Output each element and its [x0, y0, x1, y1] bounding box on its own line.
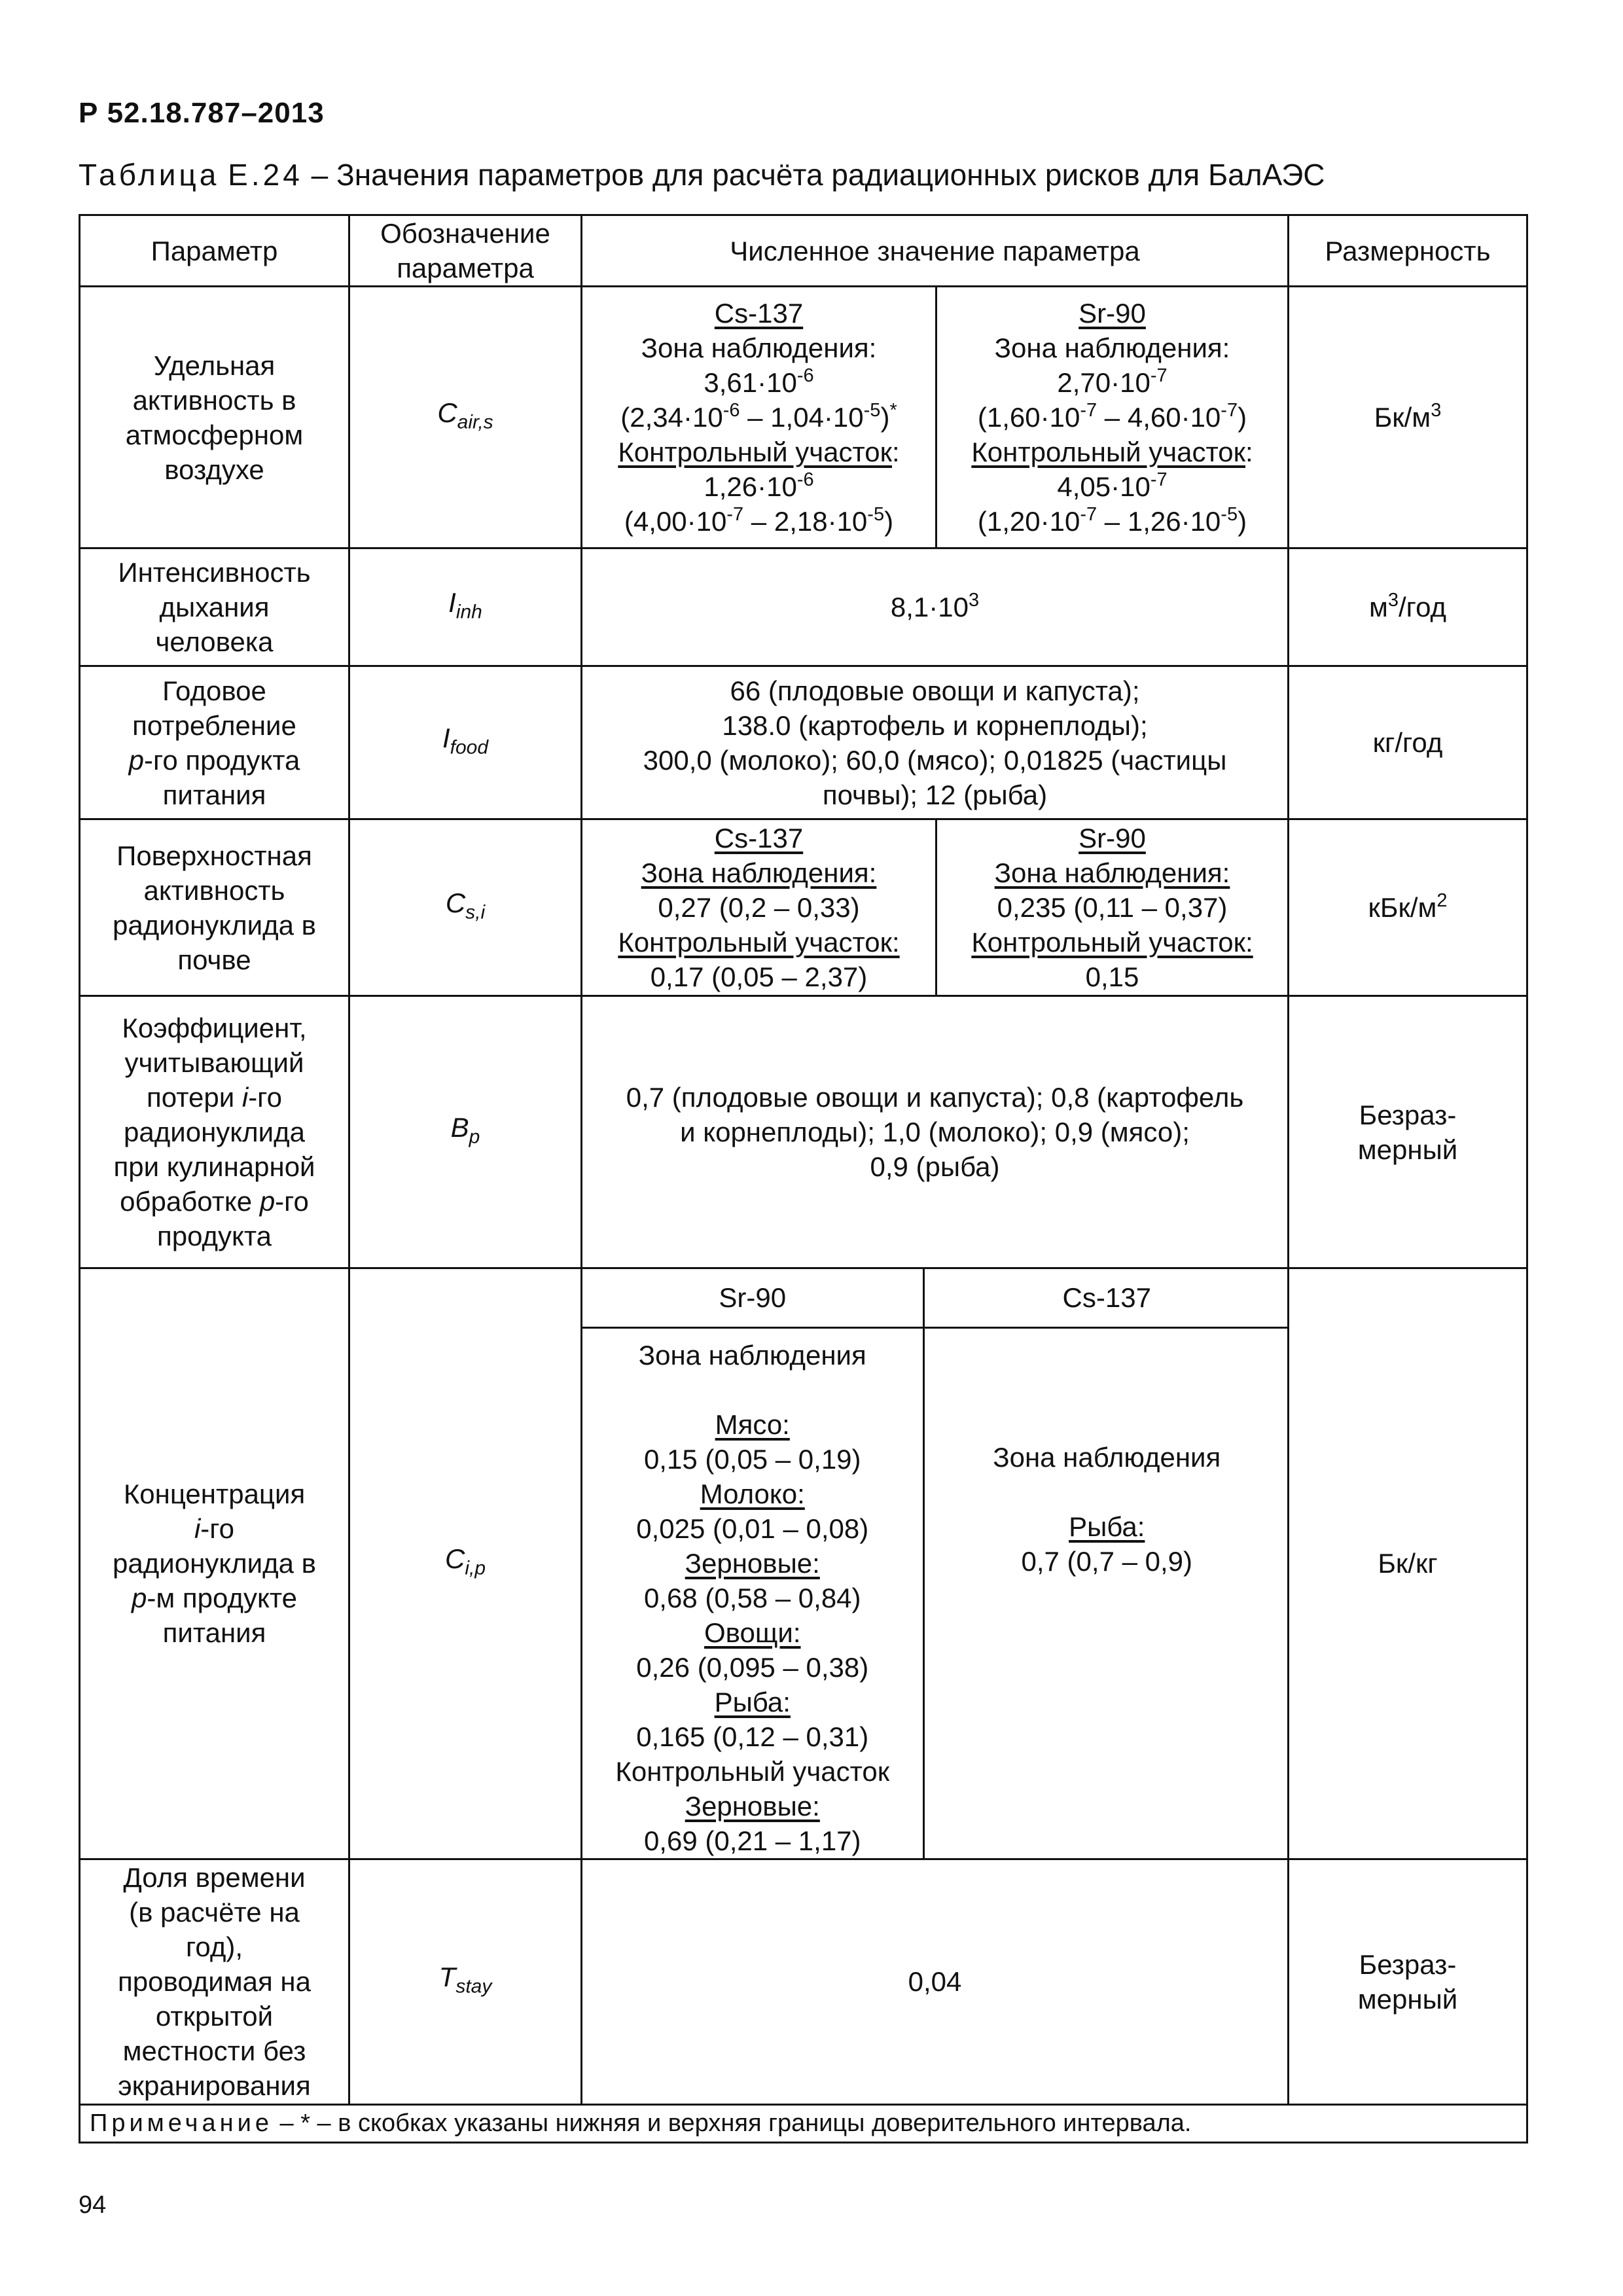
symbol-letter: C: [444, 1543, 465, 1575]
control-value: 0,17 (0,05 – 2,37): [650, 961, 868, 992]
symbol-letter: C: [445, 887, 466, 918]
value-air-sr90: [936, 287, 1289, 548]
bracket: ): [884, 506, 894, 537]
number: – 1,26·10: [1097, 506, 1221, 537]
conc-header-sr90: Sr-90: [582, 1269, 923, 1327]
value-loss: [582, 996, 1289, 1268]
param-name-soil: [80, 819, 349, 996]
param-symbol-conc: [349, 1268, 582, 1859]
nuclide-label: Cs-137: [714, 823, 804, 853]
header-unit: Размерность: [1289, 215, 1527, 287]
unit-line: мерный: [1357, 1983, 1458, 2015]
text: -го: [200, 1513, 235, 1545]
param-name-loss: [80, 996, 349, 1268]
index-letter: р: [132, 1583, 147, 1614]
caption-number: Е.24: [228, 158, 303, 192]
conc-values-row: [582, 1327, 1289, 1858]
exponent: -7: [726, 504, 744, 525]
param-name-inhale: [80, 548, 349, 666]
page-number: 94: [79, 2191, 107, 2219]
param-name-line: Поверхностная: [116, 840, 312, 871]
exponent: -7: [1080, 400, 1097, 421]
number: (4,00·10: [624, 506, 727, 537]
conc-values-cs137: [923, 1327, 1289, 1858]
param-symbol-inhale: [349, 548, 582, 666]
text: -го: [248, 1082, 282, 1113]
unit-soil: [1289, 819, 1527, 996]
zone-value: 0,27 (0,2 – 0,33): [658, 892, 860, 923]
symbol-subscript: air,s: [457, 411, 493, 433]
param-name-line: проводимая на: [118, 1966, 311, 1997]
exponent: 3: [1431, 400, 1442, 421]
param-name-line: [86, 743, 343, 778]
param-name-line: активность: [143, 874, 285, 906]
control-label: Контрольный участок: [615, 1755, 890, 1787]
unit-text: Бк/м: [1374, 402, 1431, 433]
control-label: Контрольный участок:: [618, 437, 900, 467]
param-name-line: почве: [177, 944, 251, 975]
exponent: -6: [796, 469, 814, 490]
caption-text: – Значения параметров для расчёта радиационных рисков для БалАЭС: [311, 158, 1325, 192]
table-row-food-concentration: [80, 1268, 1527, 1859]
spacer: [582, 1372, 923, 1407]
param-name-line: воздухе: [164, 454, 264, 485]
exponent: -6: [796, 365, 814, 386]
product-label: Мясо:: [715, 1408, 790, 1440]
number: (1,60·10: [977, 402, 1080, 433]
product-value: 0,68 (0,58 – 0,84): [643, 1582, 861, 1613]
param-name-line: Удельная: [153, 350, 276, 381]
index-letter: р: [259, 1186, 276, 1217]
number: 3,61·10: [704, 367, 797, 398]
text: обработке: [120, 1186, 260, 1217]
exponent: 2: [1436, 890, 1448, 911]
zone-label: Зона наблюдения:: [641, 857, 877, 888]
index-letter: р: [128, 744, 144, 776]
control-text: Контрольный участок: [971, 437, 1246, 467]
exponent: -7: [1221, 400, 1238, 421]
value-soil-sr90: [936, 819, 1289, 996]
control-text: Контрольный участок: [618, 437, 892, 467]
text: -го: [275, 1186, 309, 1217]
product-value: 0,025 (0,01 – 0,08): [636, 1513, 869, 1544]
symbol-subscript: i,p: [465, 1557, 486, 1579]
control-value: [588, 469, 930, 504]
value-inhale: [582, 548, 1289, 666]
symbol-subscript: p: [469, 1126, 480, 1148]
param-name-food: [80, 666, 349, 819]
unit-conc: Бк/кг: [1289, 1268, 1527, 1859]
param-name-line: радионуклида в: [113, 909, 316, 941]
index-letter: i: [194, 1513, 201, 1545]
number: (1,20·10: [977, 506, 1080, 537]
value-line: 0,7 (плодовые овощи и капуста); 0,8 (картофель: [626, 1082, 1244, 1113]
unit-stay: [1289, 1859, 1527, 2104]
param-name-line: Доля времени: [123, 1862, 306, 1893]
symbol-subscript: inh: [455, 601, 482, 623]
bracket: ): [880, 402, 890, 433]
number: – 2,18·10: [743, 506, 868, 537]
param-name-line: Годовое: [162, 675, 266, 706]
param-name-line: человека: [155, 626, 274, 657]
symbol-subscript: s,i: [465, 901, 486, 924]
table-row-food-consumption: [80, 666, 1527, 819]
zone-label: Зона наблюдения:: [994, 332, 1230, 363]
unit-text: м: [1369, 592, 1388, 622]
number: 8,1·10: [890, 592, 969, 622]
param-name-line: Коэффициент,: [122, 1013, 307, 1043]
number: 4,05·10: [1057, 471, 1150, 502]
zone-value: 0,235 (0,11 – 0,37): [997, 892, 1228, 923]
table-row-air-activity: [80, 287, 1527, 548]
param-symbol-soil: [349, 819, 582, 996]
value-food: [582, 666, 1289, 819]
parameters-table: [79, 214, 1528, 2144]
unit-line: Безраз-: [1359, 1099, 1457, 1130]
param-symbol-stay: [349, 1859, 582, 2104]
header-symbol-line1: Обозначение: [380, 218, 550, 249]
value-conc: [582, 1268, 1289, 1859]
param-name-line: [86, 1184, 343, 1219]
product-label: Молоко:: [700, 1478, 805, 1509]
param-name-line: Интенсивность: [118, 557, 311, 588]
param-name-line: атмосферном: [125, 419, 304, 450]
param-name-line: при кулинарной: [113, 1151, 315, 1182]
param-name-line: Концентрация: [123, 1479, 306, 1510]
zone-value: [588, 365, 930, 400]
param-name-line: питания: [162, 779, 266, 810]
unit-loss: [1289, 996, 1527, 1268]
header-parameter: Параметр: [80, 215, 349, 287]
value-line: почвы); 12 (рыба): [822, 779, 1048, 810]
param-name-line: (в расчёте на: [129, 1897, 300, 1928]
document-code: Р 52.18.787–2013: [79, 97, 325, 129]
product-label: Зерновые:: [685, 1547, 820, 1579]
product-value: 0,165 (0,12 – 0,31): [636, 1721, 869, 1752]
exponent: -6: [722, 400, 740, 421]
unit-line: мерный: [1357, 1134, 1458, 1165]
index-letter: i: [241, 1082, 249, 1113]
exponent: -7: [1150, 365, 1168, 386]
param-name-line: потребление: [132, 709, 296, 741]
value-air-cs137: [582, 287, 936, 548]
conc-values-sr90: [582, 1327, 923, 1858]
exponent: -5: [867, 504, 885, 525]
exponent: -7: [1080, 504, 1097, 525]
control-value: 0,15: [1085, 961, 1139, 992]
product-value: 0,69 (0,21 – 1,17): [643, 1825, 861, 1856]
param-name-line: открытой: [155, 2001, 274, 2032]
spacer: [925, 1475, 1290, 1509]
param-name-conc: [80, 1268, 349, 1859]
param-name-line: [86, 1581, 343, 1615]
value-soil-cs137: [582, 819, 936, 996]
param-name-line: активность в: [132, 384, 296, 416]
param-name-line: радионуклида в: [113, 1548, 316, 1579]
product-label: Зерновые:: [685, 1790, 820, 1821]
symbol-letter: I: [448, 586, 456, 618]
exponent: -5: [863, 400, 881, 421]
unit-air: [1289, 287, 1527, 548]
unit-text: кБк/м: [1368, 892, 1437, 923]
table-caption: [79, 157, 1325, 192]
number: 2,70·10: [1057, 367, 1150, 398]
text: -го продукта: [143, 744, 300, 776]
conc-header-cs137: Cs-137: [923, 1269, 1289, 1327]
product-label: Рыба:: [1069, 1511, 1145, 1542]
table-row-time-fraction: [80, 1859, 1527, 2104]
control-label: Контрольный участок:: [971, 437, 1253, 467]
control-label: Контрольный участок:: [971, 927, 1253, 958]
table-note-row: [80, 2104, 1527, 2142]
product-label: Рыба:: [714, 1686, 791, 1717]
zone-range: [942, 400, 1282, 435]
control-range: [588, 504, 930, 539]
control-label: Контрольный участок:: [618, 927, 900, 958]
header-symbol: [349, 215, 582, 287]
exponent: 3: [1387, 590, 1399, 611]
nuclide-label: Sr-90: [1079, 298, 1146, 329]
product-label: Овощи:: [704, 1617, 801, 1648]
number: – 1,04·10: [740, 402, 864, 433]
zone-label: Зона наблюдения: [638, 1339, 866, 1371]
number: – 4,60·10: [1097, 402, 1221, 433]
exponent: -7: [1150, 469, 1168, 490]
unit-line: Безраз-: [1359, 1948, 1457, 1980]
symbol-letter: I: [442, 722, 450, 753]
param-name-line: учитывающий: [124, 1047, 304, 1078]
unit-food: кг/год: [1289, 666, 1527, 819]
param-symbol-air: [349, 287, 582, 548]
param-symbol-loss: [349, 996, 582, 1268]
note-text: – * – в скобках указаны нижняя и верхняя границы доверительного интервала.: [279, 2109, 1192, 2137]
nuclide-label: Cs-137: [714, 298, 804, 329]
table-row-soil-activity: [80, 819, 1527, 996]
nuclide-label: Sr-90: [1079, 823, 1146, 853]
value-line: 0,9 (рыба): [870, 1151, 1000, 1182]
exponent: 3: [968, 590, 980, 611]
text: потери: [147, 1082, 242, 1113]
symbol-letter: B: [450, 1111, 469, 1143]
unit-text: /год: [1399, 592, 1447, 622]
param-name-line: радионуклида: [124, 1117, 305, 1147]
zone-range: [588, 400, 930, 435]
control-range: [942, 504, 1282, 539]
table-note: [80, 2104, 1527, 2142]
text: -м продукте: [147, 1583, 297, 1614]
param-name-stay: [80, 1859, 349, 2104]
symbol-letter: C: [437, 397, 457, 428]
symbol-subscript: food: [450, 736, 489, 759]
value-line: 300,0 (молоко); 60,0 (мясо); 0,01825 (частицы: [643, 744, 1227, 776]
header-value: Численное значение параметра: [582, 215, 1289, 287]
param-name-line: продукта: [156, 1221, 272, 1251]
zone-label: Зона наблюдения:: [641, 332, 877, 363]
number: (2,34·10: [620, 402, 723, 433]
note-label: Примечание: [90, 2109, 273, 2137]
symbol-subscript: stay: [455, 1975, 492, 1998]
param-name-line: питания: [162, 1617, 266, 1649]
bracket: ): [1238, 506, 1247, 537]
control-value: [942, 469, 1282, 504]
unit-inhale: [1289, 548, 1527, 666]
table-row-cooking-loss: [80, 996, 1527, 1268]
param-name-line: год),: [186, 1931, 243, 1962]
value-line: 138.0 (картофель и корнеплоды);: [722, 709, 1148, 741]
product-value: 0,15 (0,05 – 0,19): [643, 1443, 861, 1475]
table-header-row: [80, 215, 1527, 287]
zone-label: Зона наблюдения: [993, 1441, 1221, 1473]
header-symbol-line2: параметра: [397, 253, 534, 283]
param-name-line: [86, 1511, 343, 1546]
caption-label: Таблица: [79, 158, 220, 192]
value-line: 66 (плодовые овощи и капуста);: [730, 675, 1140, 706]
param-name-line: дыхания: [159, 592, 270, 622]
param-name-line: местности без: [122, 2036, 306, 2066]
footnote-mark: *: [889, 400, 897, 421]
exponent: -5: [1221, 504, 1238, 525]
value-line: и корнеплоды); 1,0 (молоко); 0,9 (мясо);: [680, 1117, 1190, 1147]
param-name-line: [86, 1080, 343, 1115]
product-value: 0,7 (0,7 – 0,9): [1021, 1545, 1192, 1577]
zone-value: [942, 365, 1282, 400]
symbol-letter: T: [438, 1961, 456, 1992]
param-name-air: [80, 287, 349, 548]
param-symbol-food: [349, 666, 582, 819]
param-name-line: экранирования: [118, 2070, 311, 2101]
number: 1,26·10: [704, 471, 797, 502]
value-stay: 0,04: [582, 1859, 1289, 2104]
product-value: 0,26 (0,095 – 0,38): [636, 1651, 869, 1683]
table-row-inhalation: [80, 548, 1527, 666]
bracket: ): [1238, 402, 1247, 433]
conc-subtable: [582, 1269, 1289, 1858]
zone-label: Зона наблюдения:: [994, 857, 1230, 888]
conc-subheader-row: [582, 1269, 1289, 1327]
